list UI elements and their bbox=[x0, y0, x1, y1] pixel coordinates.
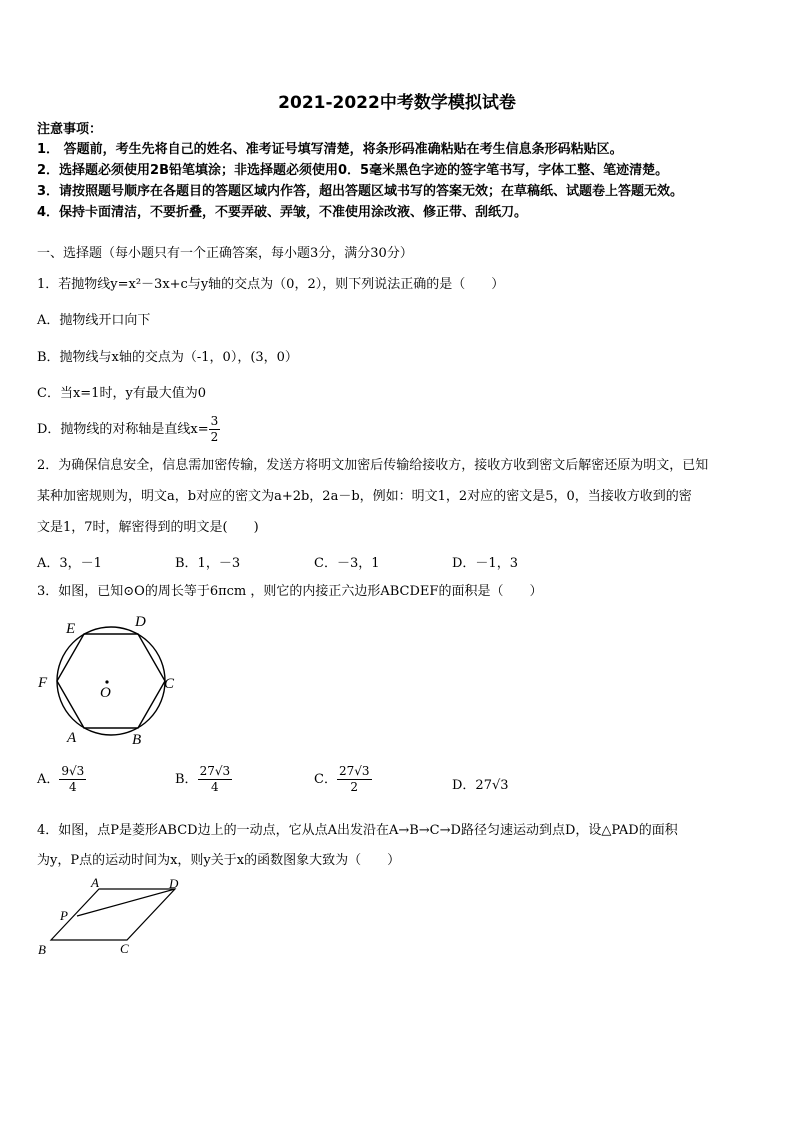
q1-option-d-text: D．抛物线的对称轴是直线x= bbox=[37, 422, 209, 437]
q1-option-b: B．抛物线与x轴的交点为（-1，0），(3，0） bbox=[37, 350, 298, 365]
q2-option-c: C．－3，1 bbox=[314, 556, 380, 571]
fraction-denominator: 2 bbox=[350, 780, 359, 794]
q2-option-a: A．3，－1 bbox=[37, 556, 102, 571]
q1-option-a: A．抛物线开口向下 bbox=[37, 313, 151, 328]
section-heading: 一、选择题（每小题只有一个正确答案，每小题3分，满分30分） bbox=[37, 246, 413, 261]
q4-line-1: 4．如图，点P是菱形ABCD边上的一动点，它从点A出发沿在A→B→C→D路径匀速运动到点D，设△PAD的面积 bbox=[37, 823, 678, 838]
fraction-denominator: 2 bbox=[210, 430, 219, 444]
rhombus bbox=[51, 889, 175, 940]
q2-line-1: 2．为确保信息安全，信息需加密传输，发送方将明文加密后传输给接收方，接收方收到密文后解密还原为明文，已知 bbox=[37, 458, 709, 473]
q2-line-2: 某种加密规则为，明文a，b对应的密文为a+2b，2a－b，例如：明文1，2对应的密文是5，0，当接收方收到的密 bbox=[37, 489, 692, 504]
fraction-numerator: 9√3 bbox=[61, 764, 85, 778]
label-d: D bbox=[135, 614, 146, 630]
label-p: P bbox=[60, 908, 68, 923]
q3-option-c bbox=[314, 764, 372, 795]
q1-option-c: C．当x=1时，y有最大值为0 bbox=[37, 386, 207, 401]
option-letter: A． bbox=[37, 772, 60, 787]
fraction bbox=[59, 764, 86, 795]
q2-line-3: 文是1，7时，解密得到的明文是( ) bbox=[37, 520, 259, 535]
label-e: E bbox=[66, 621, 76, 637]
rhombus-figure bbox=[34, 874, 184, 960]
center-point bbox=[105, 680, 108, 683]
hexagon-figure bbox=[34, 608, 184, 750]
q2-option-b: B．1，－3 bbox=[175, 556, 241, 571]
q1-stem: 1．若抛物线y=x²－3x+c与y轴的交点为（0，2），则下列说法正确的是（ ） bbox=[37, 277, 505, 292]
fraction-numerator: 3 bbox=[210, 414, 219, 428]
fraction-numerator: 27√3 bbox=[199, 764, 231, 778]
page-title: 2021-2022中考数学模拟试卷 bbox=[278, 93, 516, 113]
label-a: A bbox=[91, 875, 99, 890]
q3-option-b bbox=[175, 764, 232, 795]
option-letter: B． bbox=[175, 772, 198, 787]
q1-option-d bbox=[37, 414, 220, 445]
label-b: B bbox=[132, 732, 142, 748]
note-item-1: 1． 答题前，考生先将自己的姓名、准考证号填写清楚，将条形码准确粘贴在考生信息条形码粘贴区。 bbox=[37, 142, 623, 157]
circle-o bbox=[57, 627, 165, 735]
fraction bbox=[337, 764, 372, 795]
note-item-4: 4．保持卡面清洁，不要折叠，不要弄破、弄皱，不准使用涂改液、修正带、刮纸刀。 bbox=[37, 205, 528, 220]
label-c: C bbox=[120, 941, 129, 956]
label-o: O bbox=[100, 685, 111, 701]
label-b: B bbox=[38, 942, 46, 957]
label-f: F bbox=[38, 675, 48, 691]
fraction-denominator: 4 bbox=[211, 780, 219, 794]
label-d: D bbox=[169, 876, 179, 891]
note-item-2: 2．选择题必须使用2B铅笔填涂；非选择题必须使用0．5毫米黑色字迹的签字笔书写，字体工整、笔迹清楚。 bbox=[37, 163, 669, 178]
q4-line-2: 为y，P点的运动时间为x，则y关于x的函数图象大致为（ ） bbox=[37, 853, 401, 868]
label-a: A bbox=[67, 730, 77, 746]
note-item-3: 3．请按照题号顺序在各题目的答题区域内作答，超出答题区域书写的答案无效；在草稿纸、试题卷上答题无效。 bbox=[37, 184, 684, 199]
fraction-denominator: 4 bbox=[69, 780, 77, 794]
label-c: C bbox=[164, 676, 175, 692]
q3-option-d: D．27√3 bbox=[452, 778, 509, 793]
hexagon bbox=[57, 634, 165, 728]
fraction bbox=[209, 414, 221, 445]
fraction bbox=[198, 764, 233, 795]
q3-option-a bbox=[37, 764, 86, 795]
fraction-numerator: 27√3 bbox=[338, 764, 370, 778]
segment-pd bbox=[77, 889, 175, 916]
q3-stem: 3．如图，已知⊙O的周长等于6πcm ，则它的内接正六边形ABCDEF的面积是（ ） bbox=[37, 584, 543, 599]
option-letter: C． bbox=[314, 772, 337, 787]
notes-heading: 注意事项： bbox=[37, 122, 103, 137]
q2-option-d: D．－1，3 bbox=[452, 556, 518, 571]
